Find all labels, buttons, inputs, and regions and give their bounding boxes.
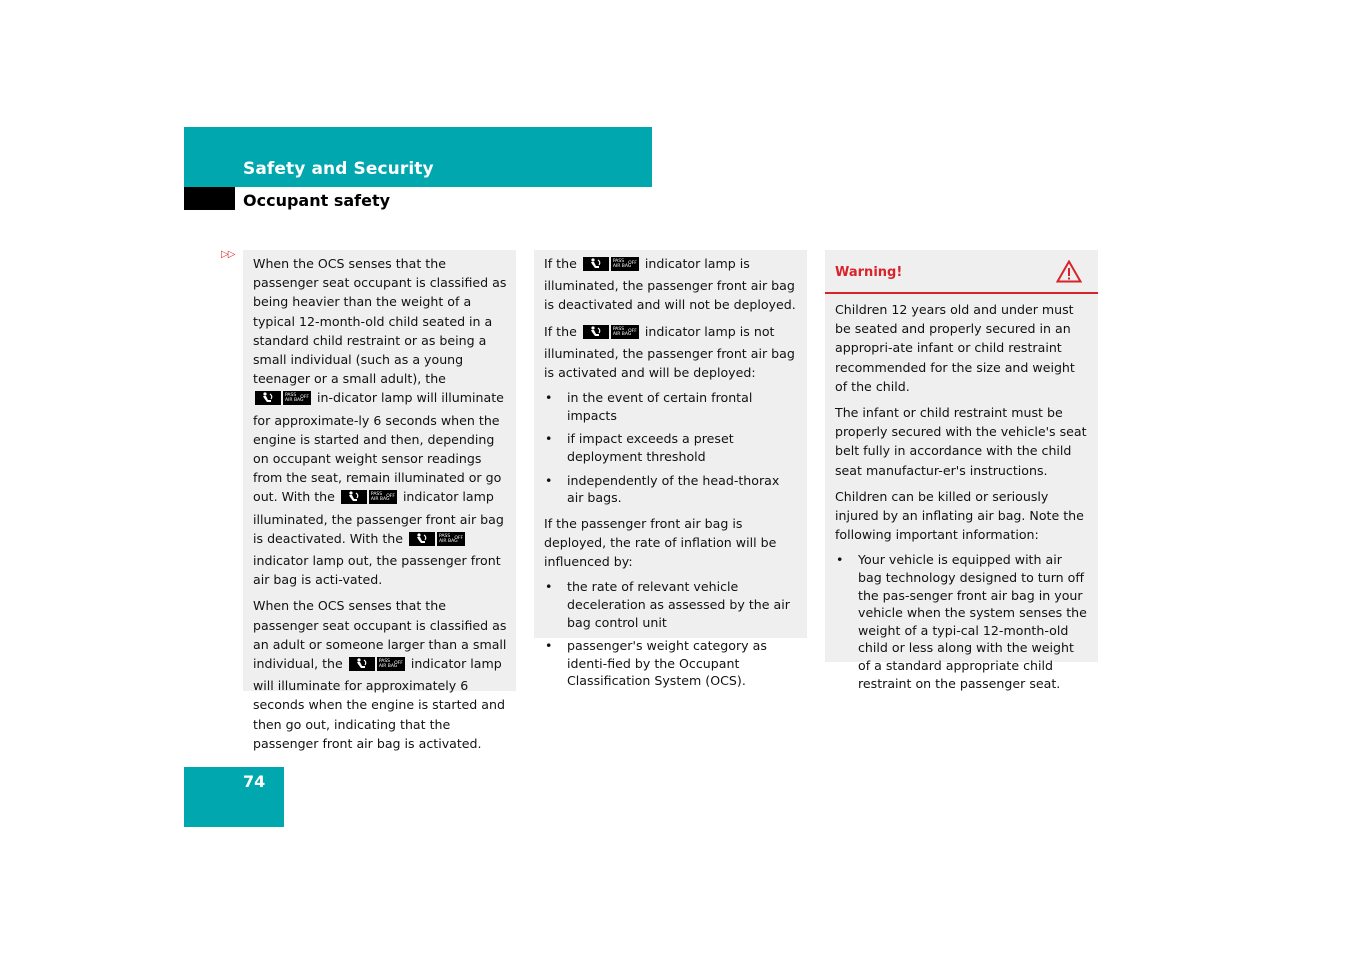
warning-triangle-icon [1056, 260, 1082, 288]
warning-box [825, 250, 1098, 691]
paragraph-text: indicator lamp will illuminate for approximately 6 seconds when the engine is started and then go out, indicating that the passenger front air bag is activated. [253, 656, 505, 751]
page-number-box [184, 767, 284, 827]
page-number: 74 [243, 772, 266, 791]
warning-header [825, 250, 1098, 294]
paragraph: Children 12 years old and under must be seated and properly secured in an appropri-ate infant or child restraint recommended for the size and weight of the child. [835, 302, 1075, 394]
section-title: Safety and Security [243, 159, 434, 179]
section-marker [184, 187, 235, 210]
paragraph-text: indicator lamp is not illuminated, the passenger front air bag is activated and will be deployed: [544, 323, 795, 381]
paragraph-text: If the [544, 323, 577, 339]
paragraph: Children can be killed or seriously injured by an inflating air bag. Note the following important information: [835, 488, 1084, 543]
paragraph-text: When the OCS senses that the passenger seat occupant is classified as being heavier than the weight of a typical 12-month-old child seated in a standard child restraint or as being a small individual (such as a young teenager or a small adult), the [253, 256, 507, 387]
subsection-title: Occupant safety [243, 191, 391, 210]
passenger-airbag-off-lamp-icon: PASS AIR BAG OFF [583, 325, 639, 344]
paragraph: If the passenger front air bag is deployed, the rate of inflation will be influenced by: [544, 515, 777, 570]
text-column-2 [534, 250, 807, 689]
list-item: • Your vehicle is equipped with air bag technology designed to turn off the pas-senger front air bag in your vehicle when the system senses the weight of a typi-cal 12-month-old child or less along with the weight of a standard appropriate child restraint on the passenger seat. [835, 551, 1089, 692]
bullet-list [835, 551, 1089, 692]
list-item: • in the event of certain frontal impacts [544, 389, 798, 424]
paragraph-text: in-dicator lamp will illuminate for approximate-ly 6 seconds when the engine is started and then, depending on occupant weight sensor readings from the seat, remain illuminated or go out. With the [253, 390, 504, 505]
list-item: • passenger's weight category as identi-fied by the Occupant Classification System (OCS). [544, 637, 798, 690]
paragraph-text: indicator lamp is illuminated, the passenger front air bag is deactivated and will not be deployed. [544, 256, 796, 313]
passenger-airbag-off-lamp-icon: PASS AIR BAG OFF [349, 657, 405, 676]
paragraph [544, 322, 798, 383]
paragraph [253, 596, 507, 753]
bullet-list [544, 389, 798, 507]
continued-arrows-icon: ▷▷ [221, 249, 235, 260]
paragraph-text: When the OCS senses that the passenger seat occupant is classified as an adult or someone larger than a small individual, the [253, 598, 507, 672]
passenger-airbag-off-lamp-icon: PASS AIR BAG OFF [341, 490, 397, 509]
paragraph-text: indicator lamp out, the passenger front air bag is acti-vated. [253, 553, 501, 588]
paragraph [253, 254, 507, 589]
warning-body [825, 294, 1098, 692]
list-item: • the rate of relevant vehicle deceleration as assessed by the air bag control unit [544, 578, 798, 631]
bullet-list [544, 578, 798, 690]
passenger-airbag-off-lamp-icon: PASS AIR BAG OFF [409, 532, 465, 551]
text-column-1 [243, 250, 516, 751]
passenger-airbag-off-lamp-icon: PASS AIR BAG OFF [583, 257, 639, 276]
paragraph: The infant or child restraint must be properly secured with the vehicle's seat belt fully in accordance with the child seat manufactur-er's instructions. [835, 405, 1087, 478]
list-item: • independently of the head-thorax air bags. [544, 472, 798, 507]
paragraph-text: indicator lamp illuminated, the passenger front air bag is deactivated. With the [253, 489, 504, 546]
paragraph-text: If the [544, 256, 577, 271]
list-item: • if impact exceeds a preset deployment threshold [544, 430, 798, 465]
warning-title: Warning! [835, 265, 903, 280]
paragraph [544, 254, 798, 315]
passenger-airbag-off-lamp-icon: PASS AIR BAG OFF [255, 391, 311, 410]
